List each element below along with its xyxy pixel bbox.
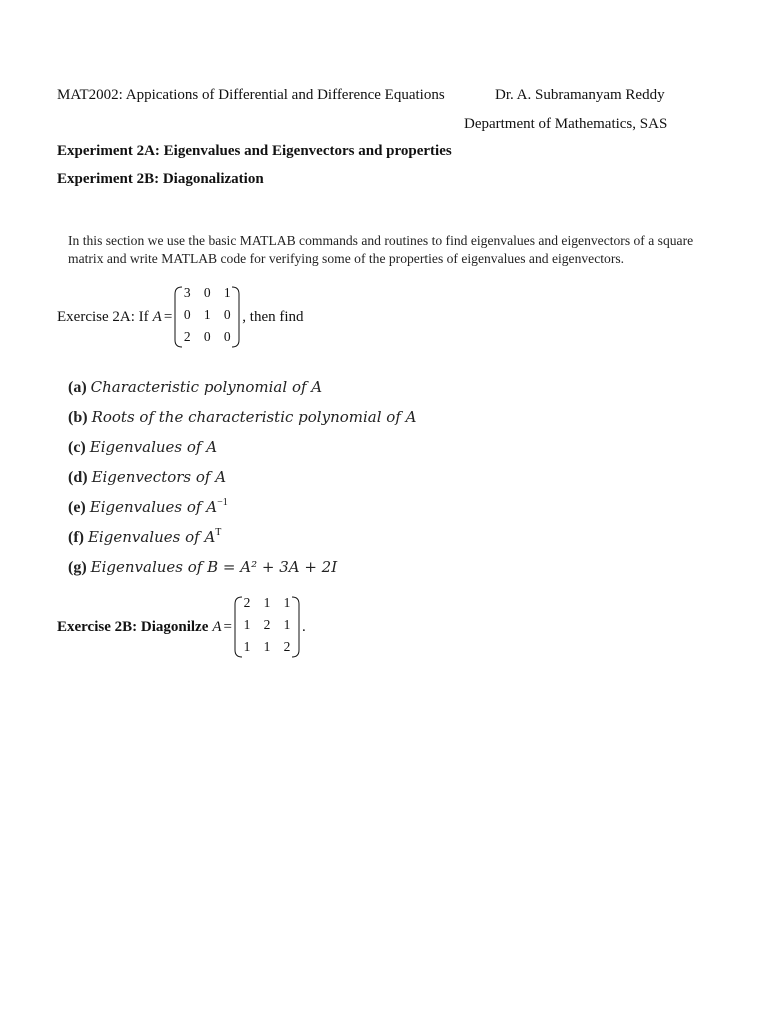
task-text: Eigenvalues of A (89, 498, 218, 516)
task-item (68, 522, 417, 552)
task-text: Eigenvectors of A (91, 468, 227, 486)
exercise-2b (57, 594, 306, 660)
matrix-cell: 0 (223, 329, 231, 344)
matrix-cell: 0 (203, 329, 211, 344)
course-title: MAT2002: Appications of Differential and Difference Equations (57, 87, 445, 103)
experiment-2a-heading: Experiment 2A: Eigenvalues and Eigenvectors and properties (57, 143, 452, 159)
task-sup: T (215, 527, 222, 538)
matrix-cell: 1 (263, 595, 271, 610)
exercise-2b-label: Exercise 2B: Diagonilze (57, 618, 209, 635)
task-item (68, 552, 417, 582)
task-key: (b) (68, 409, 88, 426)
matrix-a-2b (234, 594, 300, 660)
matrix-cell: 2 (183, 329, 191, 344)
matrix-cell: 1 (283, 617, 291, 632)
matrix-cell: 1 (223, 285, 231, 300)
matrix-variable: A (212, 618, 222, 635)
matrix-a-2a (174, 284, 240, 350)
matrix-cell: 1 (263, 639, 271, 654)
task-key: (g) (68, 559, 87, 576)
task-list (68, 372, 417, 582)
matrix-cell: 1 (283, 595, 291, 610)
equals-sign: = (163, 308, 173, 325)
exercise-2b-suffix: . (302, 618, 306, 635)
task-key: (f) (68, 529, 84, 546)
matrix-cell: 0 (203, 285, 211, 300)
task-key: (d) (68, 469, 88, 486)
matrix-cell: 0 (223, 307, 231, 322)
task-key: (c) (68, 439, 86, 456)
matrix-cell: 3 (183, 285, 191, 300)
intro-paragraph: In this section we use the basic MATLAB commands and routines to find eigenvalues and eigenvectors of a square matrix and write MATLAB code for verifying some of the properties of eigenvalues and eigenvectors. (68, 233, 694, 266)
matrix-cell: 2 (263, 617, 271, 632)
matrix-cell: 1 (203, 307, 211, 322)
exercise-2a (57, 284, 304, 350)
matrix-variable: A (152, 308, 162, 325)
task-key: (e) (68, 499, 86, 516)
task-item (68, 462, 417, 492)
matrix-cell: 1 (243, 639, 251, 654)
equals-sign: = (223, 618, 233, 635)
task-item (68, 402, 417, 432)
department: Department of Mathematics, SAS (464, 116, 668, 132)
matrix-cell: 2 (243, 595, 251, 610)
author-name: Dr. A. Subramanyam Reddy (495, 87, 665, 103)
task-text: Characteristic polynomial of A (90, 378, 323, 396)
task-key: (a) (68, 379, 87, 396)
task-item (68, 432, 417, 462)
task-text: Eigenvalues of A (87, 528, 216, 546)
exercise-2a-label: Exercise 2A: If (57, 308, 149, 325)
experiment-2b-heading: Experiment 2B: Diagonalization (57, 171, 264, 187)
task-item (68, 372, 417, 402)
task-item (68, 492, 417, 522)
matrix-cell: 1 (243, 617, 251, 632)
task-sup: −1 (217, 497, 228, 508)
task-text: Eigenvalues of B = A² + 3A + 2I (90, 558, 338, 576)
matrix-cell: 2 (283, 639, 291, 654)
task-text: Roots of the characteristic polynomial of A (91, 408, 417, 426)
exercise-2a-suffix: , then find (242, 308, 304, 325)
matrix-cell: 0 (183, 307, 191, 322)
task-text: Eigenvalues of A (89, 438, 218, 456)
